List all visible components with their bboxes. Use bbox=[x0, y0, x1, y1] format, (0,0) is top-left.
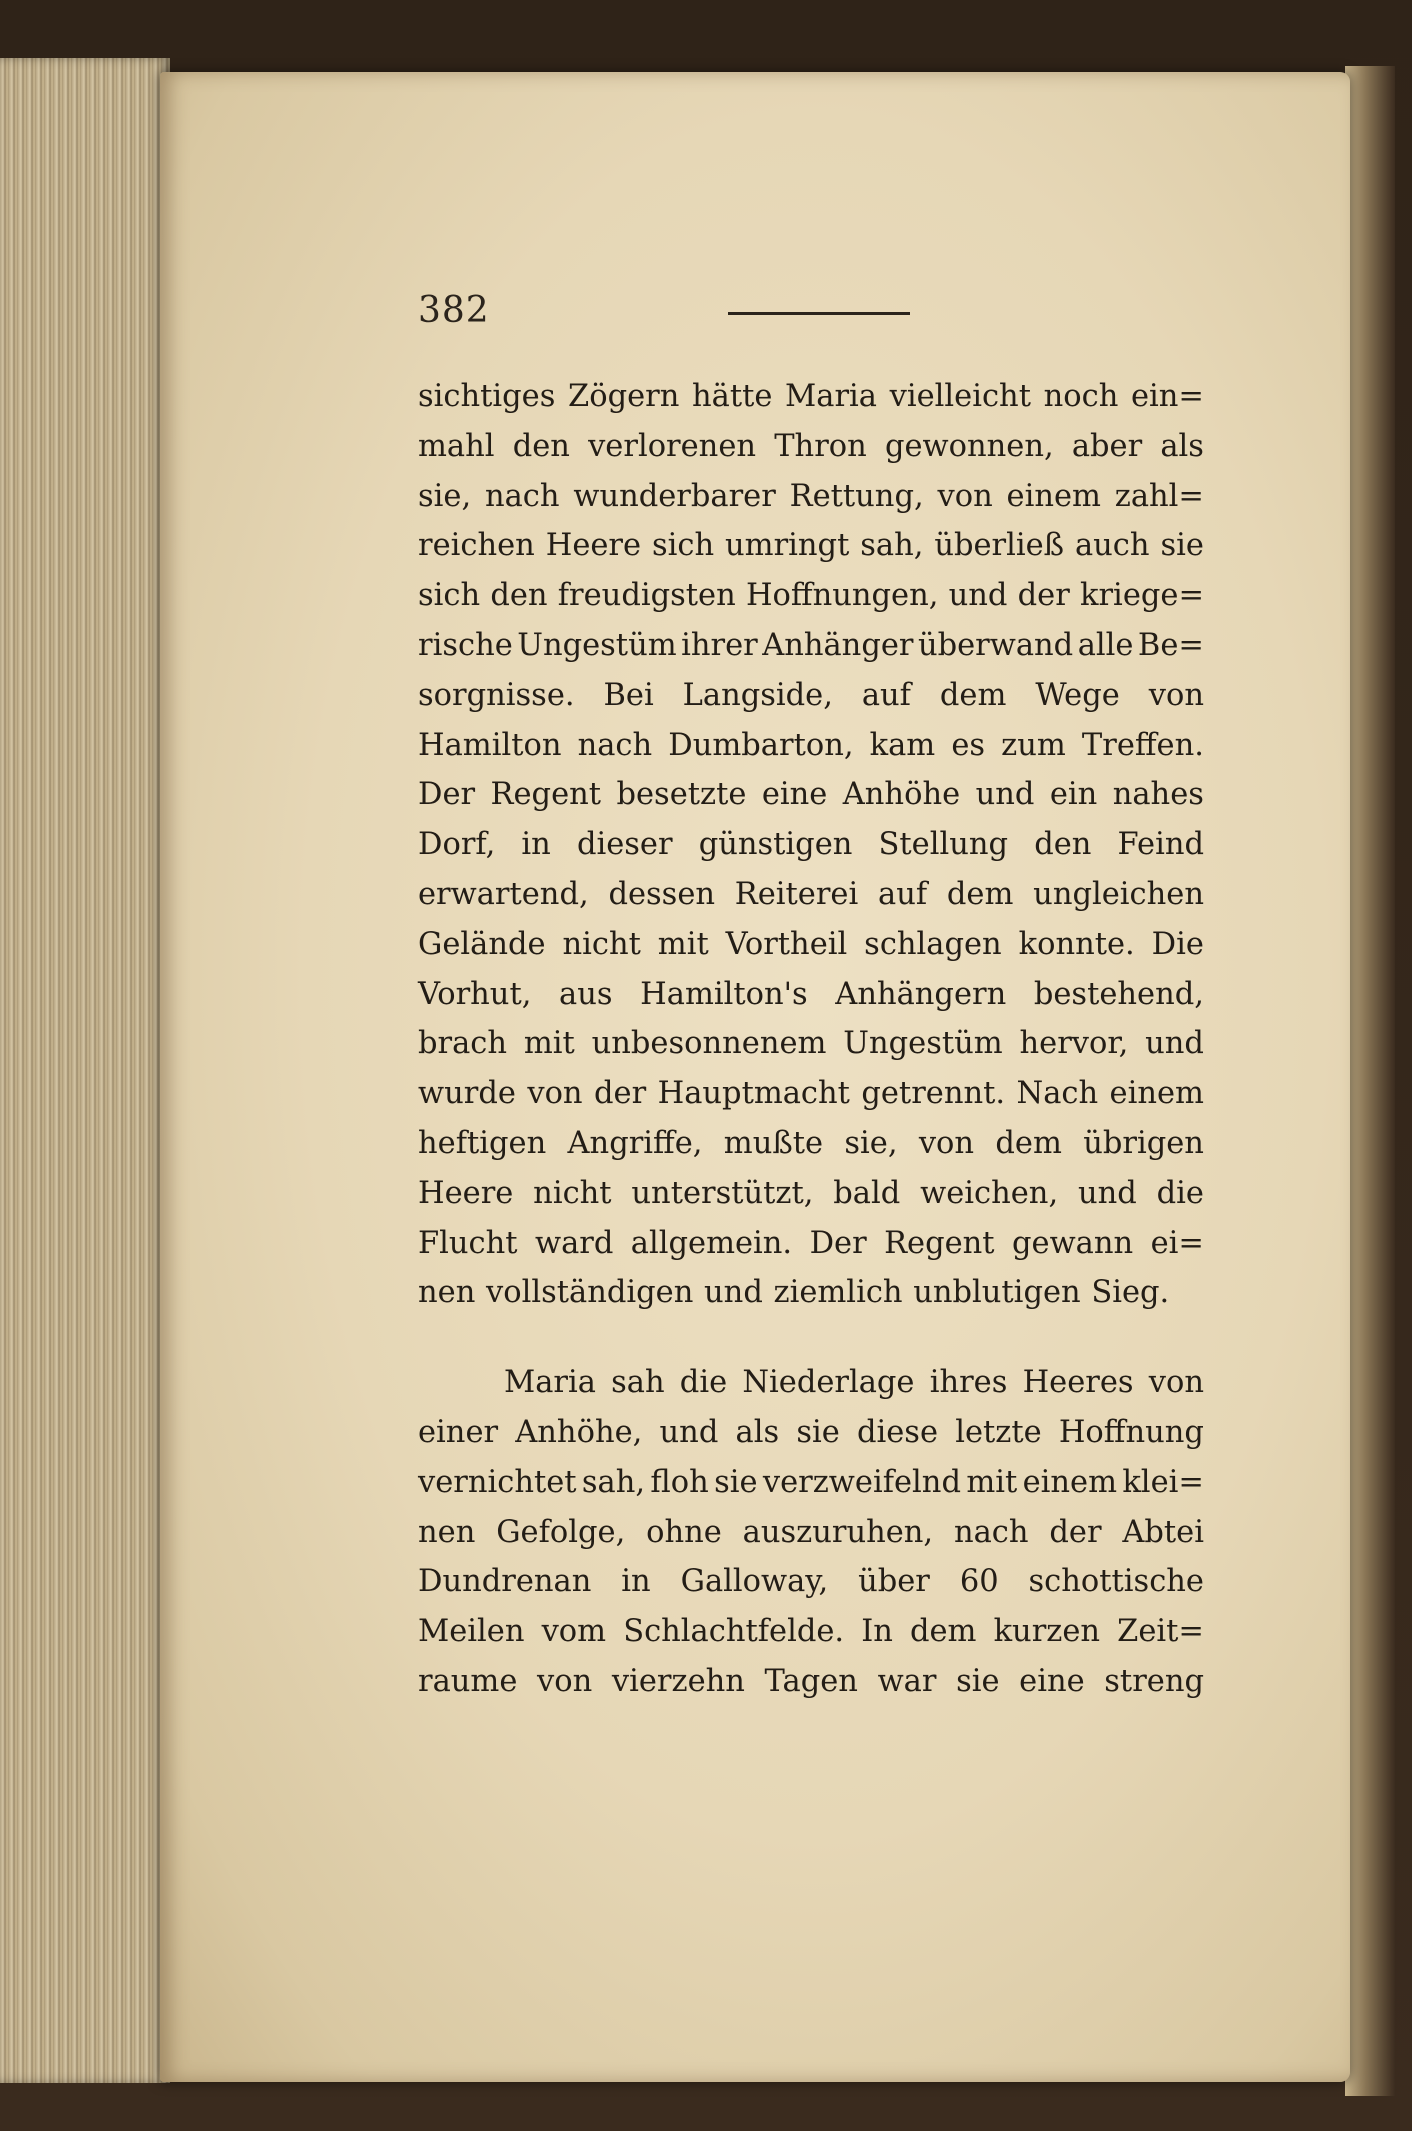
word: 60 bbox=[959, 1564, 999, 1600]
word: Galloway, bbox=[680, 1564, 829, 1600]
word: sie, bbox=[844, 1125, 898, 1161]
word: es bbox=[951, 727, 986, 763]
word: von bbox=[527, 1076, 583, 1112]
word: brach bbox=[418, 1026, 508, 1062]
word: der bbox=[1017, 578, 1070, 614]
word: Heeres bbox=[1022, 1365, 1134, 1401]
word: Anhöhe, bbox=[515, 1414, 643, 1450]
word: Hauptmacht bbox=[657, 1076, 850, 1112]
word: unterstützt, bbox=[631, 1175, 814, 1211]
word: sie bbox=[956, 1663, 1000, 1699]
word: Gelände bbox=[418, 926, 546, 962]
text-line bbox=[418, 920, 1204, 970]
word: ohne bbox=[646, 1514, 722, 1550]
word: und bbox=[1077, 1175, 1137, 1211]
word: sie bbox=[796, 1414, 840, 1450]
word: dem bbox=[946, 876, 1014, 912]
word: von bbox=[537, 1663, 593, 1699]
text-line bbox=[418, 1019, 1204, 1069]
word: nach bbox=[953, 1514, 1029, 1550]
word: mit bbox=[657, 926, 709, 962]
word: vom bbox=[541, 1614, 607, 1650]
word: mußte bbox=[723, 1125, 824, 1161]
word: kam bbox=[869, 727, 936, 763]
text-line bbox=[418, 1219, 1204, 1269]
word: Hamilton bbox=[418, 727, 562, 763]
word: Anhänger bbox=[762, 627, 914, 663]
word: in bbox=[521, 827, 551, 863]
text-line bbox=[418, 1557, 1204, 1607]
word: freudigsten bbox=[557, 578, 736, 614]
word: sichtiges bbox=[418, 379, 556, 414]
text-line bbox=[418, 472, 1204, 522]
word: aber bbox=[1071, 428, 1143, 464]
page-number: 382 bbox=[418, 290, 490, 331]
word: mit bbox=[523, 1026, 575, 1062]
word: kriege= bbox=[1080, 578, 1204, 614]
word: und bbox=[975, 777, 1035, 813]
word: alle bbox=[1077, 627, 1134, 663]
word: Maria bbox=[504, 1365, 596, 1401]
word: wurde bbox=[418, 1076, 516, 1112]
word: den bbox=[1034, 827, 1092, 863]
word: ei= bbox=[1150, 1225, 1204, 1261]
word: aus bbox=[559, 976, 613, 1012]
word: nen bbox=[418, 1275, 476, 1311]
word: einem bbox=[1006, 478, 1101, 514]
word: Abtei bbox=[1122, 1514, 1204, 1550]
word: vernichtet bbox=[418, 1464, 577, 1500]
word: der bbox=[1049, 1514, 1102, 1550]
word: bestehend, bbox=[1033, 976, 1204, 1012]
word: schottische bbox=[1028, 1564, 1204, 1600]
word: dieser bbox=[576, 827, 673, 863]
text-line bbox=[418, 820, 1204, 870]
word: mit bbox=[966, 1464, 1018, 1500]
word: ein= bbox=[1130, 379, 1204, 414]
word: letzte bbox=[955, 1414, 1042, 1450]
word: Hoffnungen, bbox=[745, 578, 939, 614]
word: Sieg. bbox=[1091, 1275, 1170, 1311]
text-line bbox=[418, 970, 1204, 1020]
word: nach bbox=[577, 727, 653, 763]
word: Be= bbox=[1137, 627, 1204, 663]
word: Der bbox=[809, 1225, 867, 1261]
word: Wege bbox=[1035, 677, 1120, 713]
word: Ungestüm bbox=[517, 627, 677, 663]
text-line bbox=[418, 1607, 1204, 1657]
word: über bbox=[858, 1564, 930, 1600]
page-edges bbox=[0, 58, 170, 2083]
text-line bbox=[418, 870, 1204, 920]
text-line bbox=[418, 521, 1204, 571]
word: sie, bbox=[418, 478, 472, 514]
text-line bbox=[418, 1458, 1204, 1508]
word: die bbox=[1156, 1175, 1204, 1211]
word: ein bbox=[1049, 777, 1098, 813]
text-line bbox=[418, 1119, 1204, 1169]
word: reichen bbox=[418, 528, 535, 564]
word: als bbox=[1160, 428, 1204, 464]
word: war bbox=[877, 1663, 937, 1699]
word: auf bbox=[861, 677, 911, 713]
word: Stellung bbox=[878, 827, 1009, 863]
word: weichen, bbox=[920, 1175, 1059, 1211]
word: Dumbarton, bbox=[668, 727, 854, 763]
word: nach bbox=[484, 478, 560, 514]
word: ungleichen bbox=[1033, 876, 1204, 912]
word: Flucht bbox=[418, 1225, 518, 1261]
text-line bbox=[418, 1169, 1204, 1219]
word: vielleicht bbox=[889, 379, 1031, 414]
text-line bbox=[418, 770, 1204, 820]
word: gewonnen, bbox=[884, 428, 1054, 464]
word: überwand bbox=[917, 627, 1074, 663]
word: noch bbox=[1043, 379, 1119, 414]
word: auszuruhen, bbox=[742, 1514, 934, 1550]
word: diese bbox=[856, 1414, 938, 1450]
word: kurzen bbox=[993, 1614, 1101, 1650]
word: zahl= bbox=[1114, 478, 1204, 514]
word: Langside, bbox=[682, 677, 833, 713]
word: heftigen bbox=[418, 1125, 547, 1161]
word: in bbox=[621, 1564, 651, 1600]
word: und bbox=[704, 1275, 763, 1311]
word: sie bbox=[1160, 528, 1204, 564]
word: Maria bbox=[785, 379, 877, 414]
word: von bbox=[937, 478, 993, 514]
word: Zögern bbox=[568, 379, 680, 414]
word: von bbox=[918, 1125, 975, 1161]
word: Feind bbox=[1117, 827, 1204, 863]
paragraph bbox=[418, 372, 1204, 1318]
word: der bbox=[594, 1076, 647, 1112]
word: von bbox=[1148, 1365, 1204, 1401]
word: nen bbox=[418, 1514, 476, 1550]
word: Hamilton's bbox=[640, 976, 808, 1012]
word: rische bbox=[418, 627, 513, 663]
word: Reiterei bbox=[734, 876, 859, 912]
word: eine bbox=[1019, 1663, 1085, 1699]
text-line bbox=[418, 1508, 1204, 1558]
word: schlagen bbox=[864, 926, 1002, 962]
text-line bbox=[418, 372, 1204, 422]
text-line bbox=[418, 1657, 1204, 1707]
text-line bbox=[418, 671, 1204, 721]
word: verzweifelnd bbox=[762, 1464, 961, 1500]
word: Schlachtfelde. bbox=[623, 1614, 845, 1650]
word: raume bbox=[418, 1663, 518, 1699]
word: übrigen bbox=[1083, 1125, 1204, 1161]
word: bald bbox=[833, 1175, 901, 1211]
word: einem bbox=[1109, 1076, 1204, 1112]
text-line bbox=[418, 1069, 1204, 1119]
paragraph bbox=[418, 1358, 1204, 1707]
word: günstigen bbox=[698, 827, 853, 863]
text-line bbox=[418, 721, 1204, 771]
word: Anhöhe bbox=[842, 777, 961, 813]
text-line bbox=[418, 571, 1204, 621]
word: Angriffe, bbox=[567, 1125, 703, 1161]
word: die bbox=[679, 1365, 728, 1401]
word: Der bbox=[418, 777, 476, 813]
word: sah, bbox=[581, 1464, 646, 1500]
word: ihres bbox=[929, 1365, 1008, 1401]
word: Regent bbox=[490, 777, 602, 813]
page-header bbox=[418, 290, 1218, 330]
word: sich bbox=[651, 528, 715, 564]
word: Rettung, bbox=[789, 478, 924, 514]
word: streng bbox=[1104, 1663, 1204, 1699]
header-rule bbox=[728, 312, 910, 315]
word: verlorenen bbox=[588, 428, 757, 464]
word: konnte. bbox=[1018, 926, 1135, 962]
word: sah bbox=[611, 1365, 665, 1401]
word: ziemlich bbox=[773, 1275, 903, 1311]
word: Nach bbox=[1016, 1076, 1099, 1112]
word: Anhängern bbox=[835, 976, 1007, 1012]
word: auch bbox=[1074, 528, 1150, 564]
word: getrennt. bbox=[861, 1076, 1006, 1112]
text-line bbox=[418, 1268, 1204, 1318]
word: den bbox=[512, 428, 570, 464]
word: Regent bbox=[884, 1225, 995, 1261]
word: dessen bbox=[608, 876, 716, 912]
body-text bbox=[418, 372, 1204, 1707]
word: klei= bbox=[1122, 1464, 1204, 1500]
word: Heere bbox=[418, 1175, 514, 1211]
word: Die bbox=[1151, 926, 1204, 962]
word: Thron bbox=[774, 428, 867, 464]
word: Meilen bbox=[418, 1614, 525, 1650]
word: Zeit= bbox=[1117, 1614, 1204, 1650]
word: hervor, bbox=[1019, 1026, 1129, 1062]
word: dem bbox=[939, 677, 1007, 713]
word: von bbox=[1148, 677, 1204, 713]
word: sorgnisse. bbox=[418, 677, 575, 713]
word: Vorhut, bbox=[418, 976, 532, 1012]
word: Hoffnung bbox=[1058, 1414, 1204, 1450]
word: auf bbox=[878, 876, 928, 912]
word: und bbox=[659, 1414, 719, 1450]
word: Niederlage bbox=[742, 1365, 915, 1401]
word: floh bbox=[650, 1464, 709, 1500]
word: vierzehn bbox=[611, 1663, 745, 1699]
word: sich bbox=[418, 578, 481, 614]
word: Dundrenan bbox=[418, 1564, 592, 1600]
word: erwartend, bbox=[418, 876, 589, 912]
word: sah, bbox=[860, 528, 924, 564]
word: eine bbox=[761, 777, 828, 813]
word: überließ bbox=[934, 528, 1065, 564]
word: wunderbarer bbox=[573, 478, 776, 514]
word: Tagen bbox=[764, 1663, 858, 1699]
word: sie bbox=[714, 1464, 758, 1500]
word: dem bbox=[995, 1125, 1062, 1161]
word: nicht bbox=[562, 926, 641, 962]
word: und bbox=[948, 578, 1008, 614]
word: Heere bbox=[545, 528, 642, 564]
word: Bei bbox=[603, 677, 654, 713]
word: ihrer bbox=[681, 627, 758, 663]
word: zum bbox=[1001, 727, 1066, 763]
word: unblutigen bbox=[913, 1275, 1081, 1311]
word: gewann bbox=[1012, 1225, 1134, 1261]
paragraph-gap bbox=[418, 1318, 1204, 1358]
word: als bbox=[735, 1414, 780, 1450]
word: mahl bbox=[418, 428, 495, 464]
word: einer bbox=[418, 1414, 499, 1450]
word: ward bbox=[534, 1225, 614, 1261]
text-line bbox=[418, 1358, 1204, 1408]
book-spine-edge bbox=[1345, 66, 1395, 2096]
text-line bbox=[418, 422, 1204, 472]
text-line bbox=[418, 621, 1204, 671]
word: vollständigen bbox=[486, 1275, 694, 1311]
word: umringt bbox=[725, 528, 850, 564]
word: Treffen. bbox=[1081, 727, 1204, 763]
word: dem bbox=[909, 1614, 977, 1650]
text-line bbox=[418, 1408, 1204, 1458]
word: besetzte bbox=[616, 777, 747, 813]
word: nicht bbox=[533, 1175, 612, 1211]
word: und bbox=[1145, 1026, 1204, 1062]
word: Gefolge, bbox=[496, 1514, 626, 1550]
word: unbesonnenem bbox=[591, 1026, 827, 1062]
word: Dorf, bbox=[418, 827, 496, 863]
word: nahes bbox=[1112, 777, 1204, 813]
word: Vortheil bbox=[725, 926, 848, 962]
word: allgemein. bbox=[630, 1225, 793, 1261]
word: In bbox=[861, 1614, 893, 1650]
word: einem bbox=[1022, 1464, 1117, 1500]
word: Ungestüm bbox=[843, 1026, 1003, 1062]
word: hätte bbox=[692, 379, 773, 414]
word: den bbox=[490, 578, 548, 614]
